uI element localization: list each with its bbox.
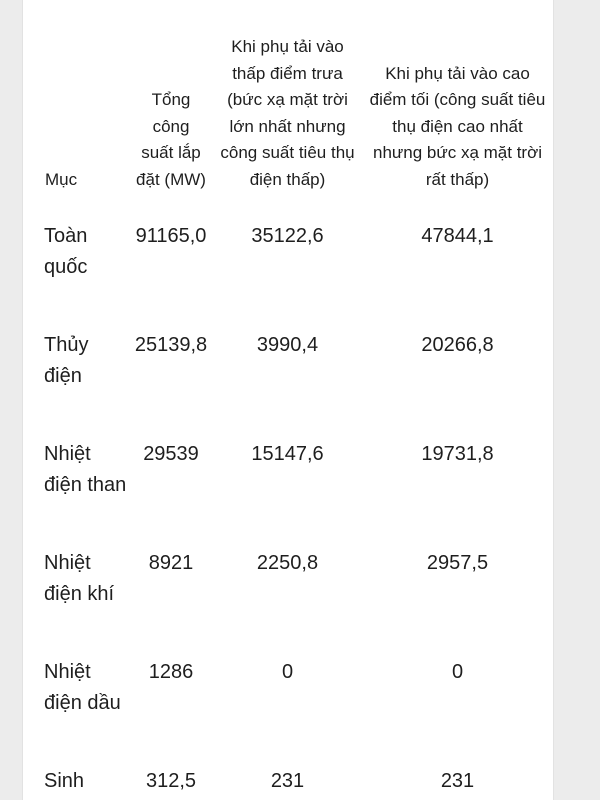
row-installed-value: 91165,0 (135, 225, 207, 247)
row-noon-value: 15147,6 (251, 443, 324, 465)
table-row (23, 536, 553, 645)
row-evening-value: 231 (440, 770, 475, 792)
row-installed-value: 312,5 (145, 770, 197, 792)
header-evening-peak: Khi phụ tải vào cao điểm tối (công suất tiêu thụ điện cao nhất nhưng bức xạ mặt trời rất thấp) (369, 63, 546, 189)
article-page (22, 0, 554, 800)
row-installed-value: 8921 (148, 552, 194, 574)
row-noon-value: 2250,8 (256, 552, 319, 574)
header-noon-offpeak: Khi phụ tải vào thấp điểm trưa (bức xạ mặt trời lớn nhất nhưng công suất tiêu thụ điện thấp) (220, 37, 355, 189)
header-item: Mục (45, 169, 78, 189)
row-installed-value: 1286 (148, 661, 194, 683)
row-installed-value: 29539 (143, 443, 199, 465)
row-evening-value: 2957,5 (426, 552, 489, 574)
row-item-name: Thủy điện (44, 334, 89, 387)
row-noon-value: 35122,6 (251, 225, 324, 247)
power-capacity-table (23, 30, 553, 800)
row-noon-value: 231 (270, 770, 305, 792)
row-evening-value: 19731,8 (421, 443, 494, 465)
row-item-name: Nhiệt điện than (44, 443, 127, 496)
table-header-row (23, 30, 553, 209)
table-row (23, 427, 553, 536)
header-installed-capacity: Tổng công suất lắp đặt (MW) (136, 90, 206, 189)
table-row (23, 754, 553, 800)
row-noon-value: 0 (281, 661, 294, 683)
row-evening-value: 20266,8 (421, 334, 494, 356)
row-evening-value: 0 (451, 661, 464, 683)
table-row (23, 209, 553, 318)
row-noon-value: 3990,4 (256, 334, 319, 356)
row-evening-value: 47844,1 (421, 225, 494, 247)
table-row (23, 645, 553, 754)
row-installed-value: 25139,8 (134, 334, 208, 356)
row-item-name: Nhiệt điện dầu (44, 661, 121, 714)
row-item-name: Nhiệt điện khí (44, 552, 115, 605)
row-item-name: Sinh (44, 770, 85, 792)
row-item-name: Toàn quốc (44, 225, 88, 278)
table-row (23, 318, 553, 427)
